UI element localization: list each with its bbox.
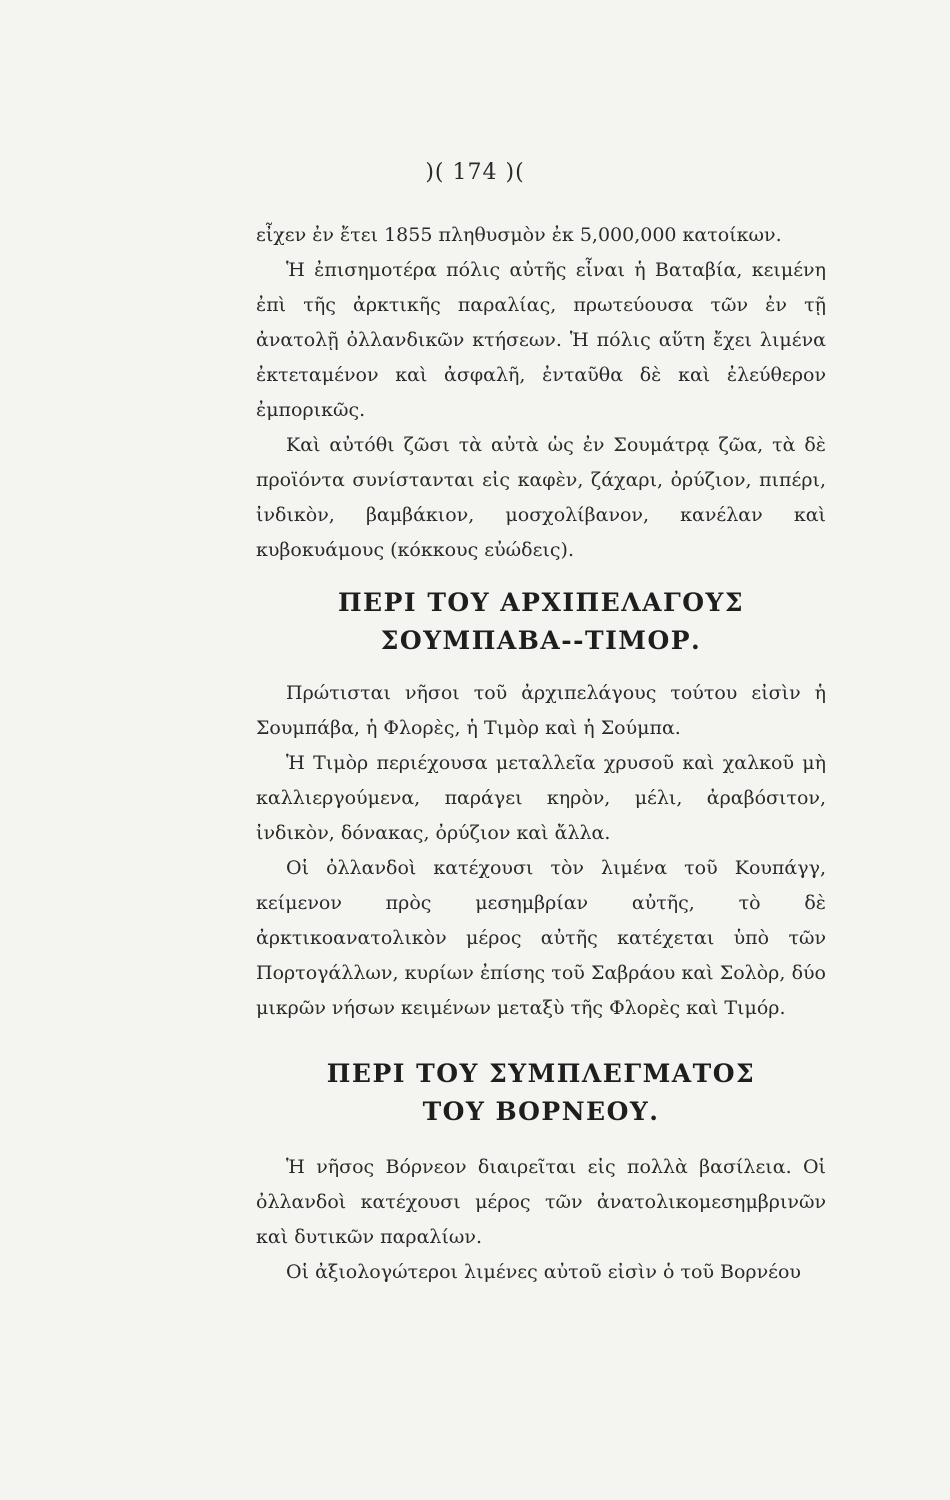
page-number: )( 174 )( [425, 160, 525, 185]
section-heading-sumbawa-timor [256, 584, 826, 660]
text-block-borneo [256, 1150, 826, 1290]
heading-line: ΣΟΥΜΠΑΒΑ--ΤΙΜΟΡ. [380, 626, 702, 655]
paragraph-population: εἶχεν ἐν ἔτει 1855 πληθυσμὸν ἐκ 5,000,000 κατοίκων. [256, 224, 782, 246]
heading-line: ΠΕΡΙ ΤΟΥ ΣΥΜΠΛΕΓΜΑΤΟΣ [326, 1059, 756, 1088]
paragraph-products: Καὶ αὐτόθι ζῶσι τὰ αὐτὰ ὡς ἐν Σουμάτρᾳ ζῶα, τὰ δὲ προϊόντα συνίστανται εἰς καφὲν, ζάχαρι, ὀρύζιον, πιπέρι, ἰνδικὸν, βαμβάκιον, μοσχολίβανον, κανέλαν καὶ κυβοκυάμους (κόκκους εὐώδεις). [256, 434, 826, 561]
heading-line: ΠΕΡΙ ΤΟΥ ΑΡΧΙΠΕΛΑΓΟΥΣ [337, 588, 745, 617]
section-heading-borneo [256, 1055, 826, 1131]
paragraph-borneo-kingdoms: Ἡ νῆσος Βόρνεον διαιρεῖται εἰς πολλὰ βασίλεια. Οἱ ὀλλανδοὶ κατέχουσι μέρος τῶν ἀνατολικομεσημβρινῶν καὶ δυτικῶν παραλίων. [256, 1156, 826, 1248]
text-block-java [256, 218, 826, 568]
paragraph-batavia: Ἡ ἐπισημοτέρα πόλις αὐτῆς εἶναι ἡ Βαταβία, κειμένη ἐπὶ τῆς ἀρκτικῆς παραλίας, πρωτεύουσα τῶν ἐν τῇ ἀνατολῇ ὀλλανδικῶν κτήσεων. Ἡ πόλις αὕτη ἔχει λιμένα ἐκτεταμένον καὶ ἀσφαλῆ, ἐνταῦθα δὲ καὶ ἐλεύθερον ἐμπορικῶς. [256, 259, 826, 421]
paragraph-borneo-ports: Οἱ ἀξιολογώτεροι λιμένες αὐτοῦ εἰσὶν ὁ τοῦ Βορνέου [286, 1261, 801, 1283]
paragraph-islands: Πρώτισται νῆσοι τοῦ ἀρχιπελάγους τούτου εἰσὶν ἡ Σουμπάβα, ἡ Φλορὲς, ἡ Τιμὸρ καὶ ἡ Σούμπα. [256, 682, 826, 739]
paragraph-timor: Ἡ Τιμὸρ περιέχουσα μεταλλεῖα χρυσοῦ καὶ χαλκοῦ μὴ καλλιεργούμενα, παράγει κηρὸν, μέλι, ἀραβόσιτον, ἰνδικὸν, δόνακας, ὀρύζιον καὶ ἄλλα. [256, 752, 826, 844]
text-block-sumbawa-timor [256, 676, 826, 1026]
paragraph-dutch-port: Οἱ ὀλλανδοὶ κατέχουσι τὸν λιμένα τοῦ Κουπάγγ, κείμενον πρὸς μεσημβρίαν αὐτῆς, τὸ δὲ ἀρκτικοανατολικὸν μέρος αὐτῆς κατέχεται ὑπὸ τῶν Πορτογάλλων, κυρίων ἐπίσης τοῦ Σαβράου καὶ Σολὸρ, δύο μικρῶν νήσων κειμένων μεταξὺ τῆς Φλορὲς καὶ Τιμόρ. [256, 857, 826, 1019]
heading-line: ΤΟΥ ΒΟΡΝΕΟΥ. [422, 1097, 660, 1126]
